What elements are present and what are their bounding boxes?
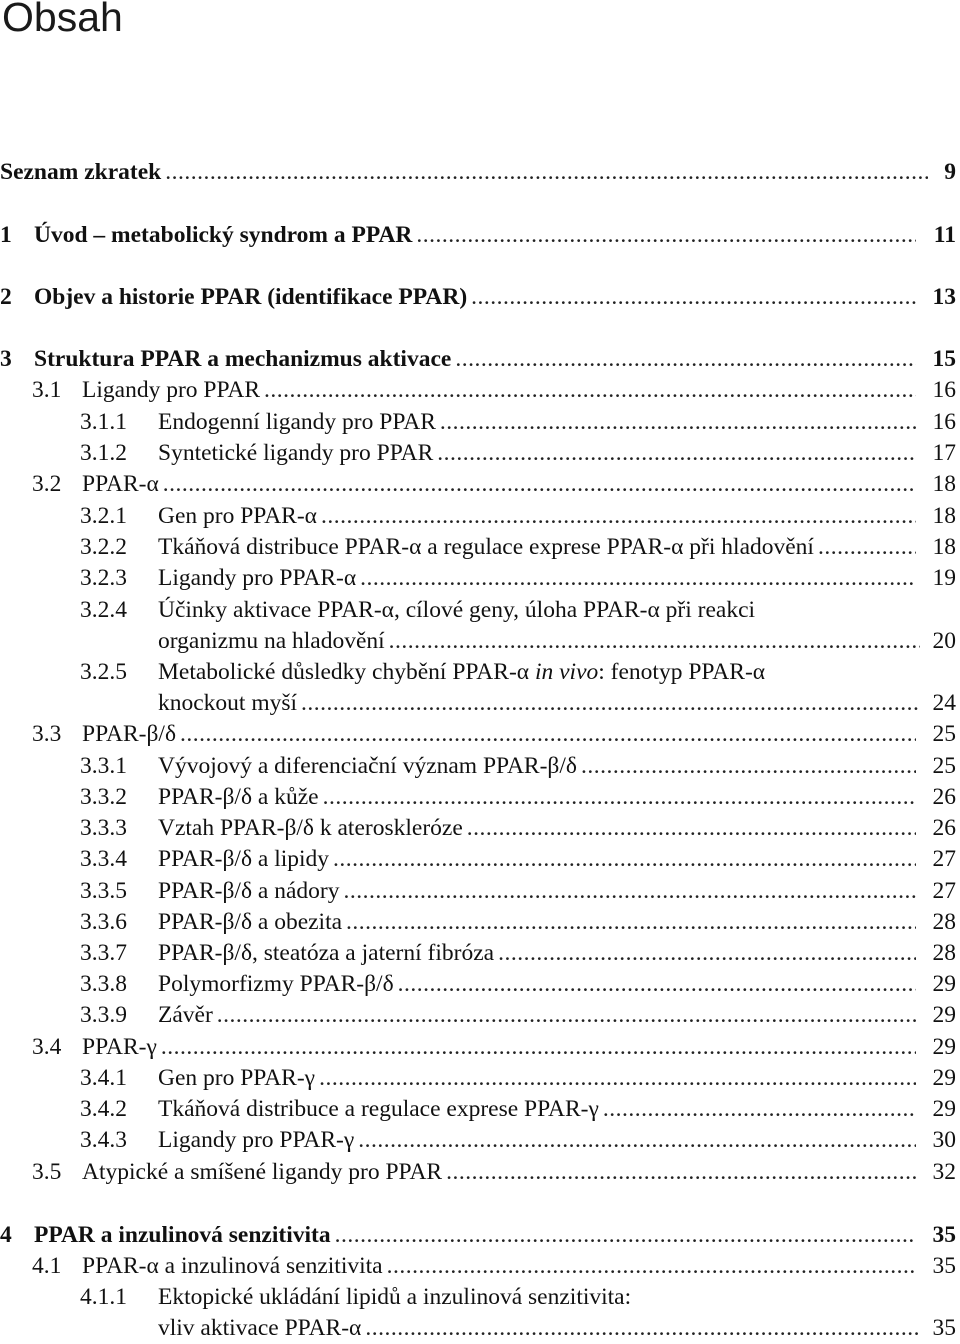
toc-entry-title: PPAR a inzulinová senzitivita <box>34 1222 331 1248</box>
toc-entry-title: Polymorfizmy PPAR-β/δ <box>158 971 394 997</box>
toc-entry-title: Gen pro PPAR-α <box>158 503 317 529</box>
toc-entry-page: 25 <box>932 721 956 747</box>
dot-leader <box>467 812 916 844</box>
toc-entry-title: PPAR-β/δ, steatóza a jaterní fibróza <box>158 940 495 966</box>
toc-entry-title: PPAR-β/δ a nádory <box>158 878 340 904</box>
toc-entry-number: 3.4 <box>32 1034 62 1060</box>
dot-leader <box>323 781 916 813</box>
toc-entry-number: 3.3.6 <box>80 909 127 935</box>
toc-entry-page: 27 <box>932 846 956 872</box>
dot-leader <box>365 1312 920 1344</box>
toc-entry-title: PPAR-γ <box>82 1034 157 1060</box>
toc-entry-title: PPAR-β/δ a obezita <box>158 909 343 935</box>
toc-entry-number: 3.2.4 <box>80 597 127 623</box>
toc-entry-title-line2: knockout myší <box>158 690 298 716</box>
dot-leader <box>346 906 916 938</box>
toc-entry-title: Gen pro PPAR-γ <box>158 1065 316 1091</box>
toc-entry-number: 3.3.2 <box>80 784 127 810</box>
dot-leader <box>264 374 916 406</box>
toc-entry-page: 15 <box>932 346 956 372</box>
toc-entry-page: 18 <box>932 503 956 529</box>
toc-entry-title: Atypické a smíšené ligandy pro PPAR <box>82 1159 443 1185</box>
toc-entry-title: Struktura PPAR a mechanizmus aktivace <box>34 346 452 372</box>
toc-entry-number: 4 <box>0 1222 12 1248</box>
toc-entry-number: 3.1 <box>32 377 62 403</box>
toc-entry-page: 16 <box>932 377 956 403</box>
toc-entry-title: Ligandy pro PPAR <box>82 377 261 403</box>
toc-entry-title: Tkáňová distribuce PPAR-α a regulace exprese PPAR-α při hladovění <box>158 534 814 560</box>
toc-entry-page: 19 <box>932 565 956 591</box>
dot-leader <box>333 843 916 875</box>
toc-entry-title: Vývojový a diferenciační význam PPAR-β/δ <box>158 753 577 779</box>
toc-entry-title: Úvod – metabolický syndrom a PPAR <box>34 222 413 248</box>
dot-leader <box>161 1031 916 1063</box>
toc-entry-page: 17 <box>932 440 956 466</box>
toc-entry-title: PPAR-β/δ a lipidy <box>158 846 330 872</box>
toc-entry-number: 2 <box>0 284 12 310</box>
toc-entry-page: 29 <box>932 1096 956 1122</box>
toc-entry-title: Syntetické ligandy pro PPAR <box>158 440 434 466</box>
dot-leader <box>471 281 916 313</box>
toc-entry-number: 1 <box>0 222 12 248</box>
dot-leader <box>603 1093 916 1125</box>
dot-leader <box>581 750 916 782</box>
dot-leader <box>321 500 916 532</box>
toc-entry-page: 29 <box>932 971 956 997</box>
dot-leader <box>416 219 916 251</box>
toc-entry-page: 30 <box>932 1127 956 1153</box>
dot-leader <box>217 999 916 1031</box>
toc-entry-page: 26 <box>932 815 956 841</box>
dot-leader <box>389 625 920 657</box>
toc-entry-number: 3.2.3 <box>80 565 127 591</box>
toc-entry-page: 11 <box>933 222 956 248</box>
toc-entry-number: 3.3 <box>32 721 62 747</box>
toc-entry-title: Endogenní ligandy pro PPAR <box>158 409 436 435</box>
toc-entry-number: 3 <box>0 346 12 372</box>
toc-entry-number: 3.3.4 <box>80 846 127 872</box>
toc-entry-number: 3.1.2 <box>80 440 127 466</box>
toc-entry-page: 29 <box>932 1002 956 1028</box>
dot-leader <box>358 1124 916 1156</box>
dot-leader <box>455 343 916 375</box>
toc-entry-title: Vztah PPAR-β/δ k ateroskleróze <box>158 815 463 841</box>
toc-entry-title: Ektopické ukládání lipidů a inzulinová senzitivita: <box>158 1284 632 1310</box>
dot-leader <box>446 1156 916 1188</box>
toc-entry-title: Objev a historie PPAR (identifikace PPAR) <box>34 284 468 310</box>
toc-entry-number: 3.4.3 <box>80 1127 127 1153</box>
toc-entry-page: 27 <box>932 878 956 904</box>
toc-entry-number: 3.3.8 <box>80 971 127 997</box>
toc-entry-title-line2: vliv aktivace PPAR-α <box>158 1315 362 1341</box>
dot-leader <box>387 1250 916 1282</box>
toc-entry-title: PPAR-β/δ <box>82 721 177 747</box>
dot-leader <box>163 468 916 500</box>
toc-entry-number: 3.5 <box>32 1159 62 1185</box>
toc-entry-number: 3.4.1 <box>80 1065 127 1091</box>
toc-entry-number: 3.3.5 <box>80 878 127 904</box>
toc-entry-title: Metabolické důsledky chybění PPAR-α in vivo: fenotyp PPAR-α <box>158 659 766 685</box>
toc-entry-page: 28 <box>932 940 956 966</box>
toc-entry-number: 3.3.7 <box>80 940 127 966</box>
dot-leader <box>319 1062 916 1094</box>
toc-entry-number: 4.1 <box>32 1253 62 1279</box>
dot-leader <box>343 875 916 907</box>
toc-entry-title: Seznam zkratek <box>0 159 162 185</box>
toc-entry-number: 3.4.2 <box>80 1096 127 1122</box>
dot-leader <box>398 968 916 1000</box>
toc-entry-title: Závěr <box>158 1002 213 1028</box>
toc-entry-page: 32 <box>932 1159 956 1185</box>
toc-entry-page: 28 <box>932 909 956 935</box>
dot-leader <box>498 937 916 969</box>
toc-entry-title-line2: organizmu na hladovění <box>158 628 385 654</box>
toc-entry-number: 3.2.1 <box>80 503 127 529</box>
toc-entry-number: 3.2.5 <box>80 659 127 685</box>
toc-entry-page: 18 <box>932 471 956 497</box>
toc-entry-page: 26 <box>932 784 956 810</box>
toc-entry-title: PPAR-α <box>82 471 159 497</box>
toc-entry-number: 3.3.9 <box>80 1002 127 1028</box>
toc-entry-page: 13 <box>932 284 956 310</box>
toc-entry-page: 25 <box>932 753 956 779</box>
toc-entry-page: 20 <box>932 628 956 654</box>
toc-entry-page: 18 <box>932 534 956 560</box>
toc-entry-number: 3.2 <box>32 471 62 497</box>
toc-entry-page: 35 <box>932 1315 956 1341</box>
dot-leader <box>437 437 916 469</box>
toc-entry-page: 16 <box>932 409 956 435</box>
dot-leader <box>165 156 928 188</box>
dot-leader <box>440 406 916 438</box>
toc-entry-page: 9 <box>944 159 956 185</box>
toc-entry-page: 35 <box>932 1253 956 1279</box>
toc-entry-number: 4.1.1 <box>80 1284 127 1310</box>
toc-entry-title: Účinky aktivace PPAR-α, cílové geny, úloha PPAR-α při reakci <box>158 597 756 623</box>
toc-entry-number: 3.1.1 <box>80 409 127 435</box>
toc-entry-title: Ligandy pro PPAR-γ <box>158 1127 355 1153</box>
toc-entry-title: Ligandy pro PPAR-α <box>158 565 357 591</box>
toc-entry-title: Tkáňová distribuce a regulace exprese PPAR-γ <box>158 1096 599 1122</box>
dot-leader <box>180 718 916 750</box>
dot-leader <box>360 562 916 594</box>
dot-leader <box>335 1219 916 1251</box>
toc-entry-page: 35 <box>932 1222 956 1248</box>
toc-entry-number: 3.3.1 <box>80 753 127 779</box>
toc-entry-page: 24 <box>932 690 956 716</box>
toc-entry-title: PPAR-α a inzulinová senzitivita <box>82 1253 383 1279</box>
dot-leader <box>301 687 920 719</box>
page-title: Obsah <box>2 0 123 40</box>
toc-entry-title: PPAR-β/δ a kůže <box>158 784 319 810</box>
toc-entry-page: 29 <box>932 1034 956 1060</box>
toc-entry-page: 29 <box>932 1065 956 1091</box>
toc-entry-number: 3.2.2 <box>80 534 127 560</box>
toc-entry-number: 3.3.3 <box>80 815 127 841</box>
